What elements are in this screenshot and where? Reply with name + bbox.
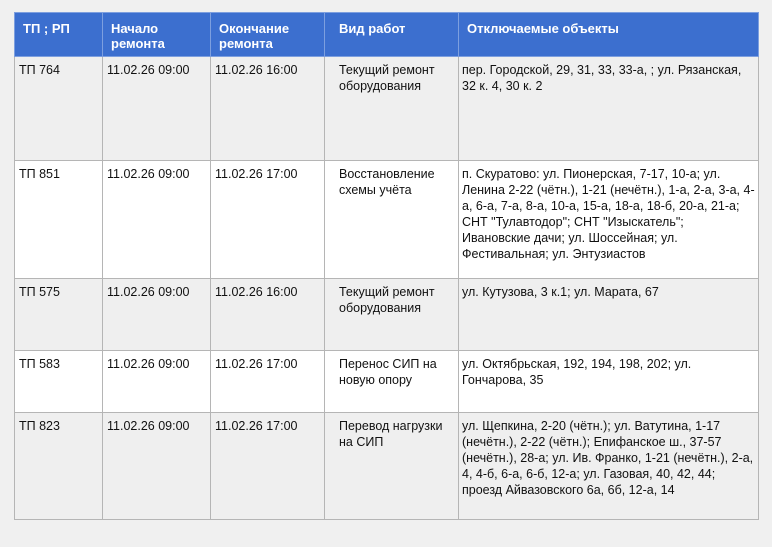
cell-repair-end: 11.02.26 16:00 <box>211 279 325 351</box>
cell-affected-objects: ул. Кутузова, 3 к.1; ул. Марата, 67 <box>459 279 759 351</box>
cell-repair-end: 11.02.26 17:00 <box>211 413 325 520</box>
header-affected-objects: Отключаемые объекты <box>459 13 759 57</box>
cell-substation: ТП 575 <box>15 279 103 351</box>
cell-repair-start: 11.02.26 09:00 <box>103 57 211 161</box>
table-row <box>15 351 759 413</box>
cell-repair-start: 11.02.26 09:00 <box>103 413 211 520</box>
cell-repair-start: 11.02.26 09:00 <box>103 279 211 351</box>
cell-repair-end: 11.02.26 16:00 <box>211 57 325 161</box>
cell-substation: ТП 851 <box>15 161 103 279</box>
table-row <box>15 161 759 279</box>
cell-affected-objects: п. Скуратово: ул. Пионерская, 7-17, 10-а; ул. Ленина 2-22 (чётн.), 1-21 (нечётн.), 1-а, 2-а, 3-а, 4-а, 6-а, 7-а, 8-а, 10-а, 15-а, 18-а, 18-б, 20-а, 21-а; СНТ "Тулавтодор"; СНТ "Изыскатель"; Ивановские дачи; ул. Шоссейная; ул. Фестивальная; ул. Энтузиастов <box>459 161 759 279</box>
cell-work-type: Текущий ремонт оборудования <box>325 279 459 351</box>
table-header-row <box>15 13 759 57</box>
outage-schedule <box>14 12 758 520</box>
cell-substation: ТП 764 <box>15 57 103 161</box>
header-substation: ТП ; РП <box>15 13 103 57</box>
cell-repair-start: 11.02.26 09:00 <box>103 351 211 413</box>
header-repair-start: Начало ремонта <box>103 13 211 57</box>
header-repair-end: Окончание ремонта <box>211 13 325 57</box>
cell-work-type: Текущий ремонт оборудования <box>325 57 459 161</box>
cell-substation: ТП 583 <box>15 351 103 413</box>
table-row <box>15 279 759 351</box>
cell-work-type: Восстановление схемы учёта <box>325 161 459 279</box>
cell-affected-objects: ул. Щепкина, 2-20 (чётн.); ул. Ватутина, 1-17 (нечётн.), 2-22 (чётн.); Епифанское ш., 37-57 (нечётн.), 28-а; ул. Ив. Франко, 1-21 (нечётн.), 2-а, 4, 4-б, 6-а, 6-б, 12-а; ул. Газовая, 40, 42, 44; проезд Айвазовского 6а, 6б, 12-а, 14 <box>459 413 759 520</box>
table-row <box>15 413 759 520</box>
cell-work-type: Перенос СИП на новую опору <box>325 351 459 413</box>
cell-repair-end: 11.02.26 17:00 <box>211 161 325 279</box>
cell-affected-objects: пер. Городской, 29, 31, 33, 33-а, ; ул. Рязанская, 32 к. 4, 30 к. 2 <box>459 57 759 161</box>
header-work-type: Вид работ <box>325 13 459 57</box>
outage-table <box>14 12 759 520</box>
cell-work-type: Перевод нагрузки на СИП <box>325 413 459 520</box>
table-row <box>15 57 759 161</box>
cell-repair-end: 11.02.26 17:00 <box>211 351 325 413</box>
cell-repair-start: 11.02.26 09:00 <box>103 161 211 279</box>
cell-substation: ТП 823 <box>15 413 103 520</box>
cell-affected-objects: ул. Октябрьская, 192, 194, 198, 202; ул. Гончарова, 35 <box>459 351 759 413</box>
